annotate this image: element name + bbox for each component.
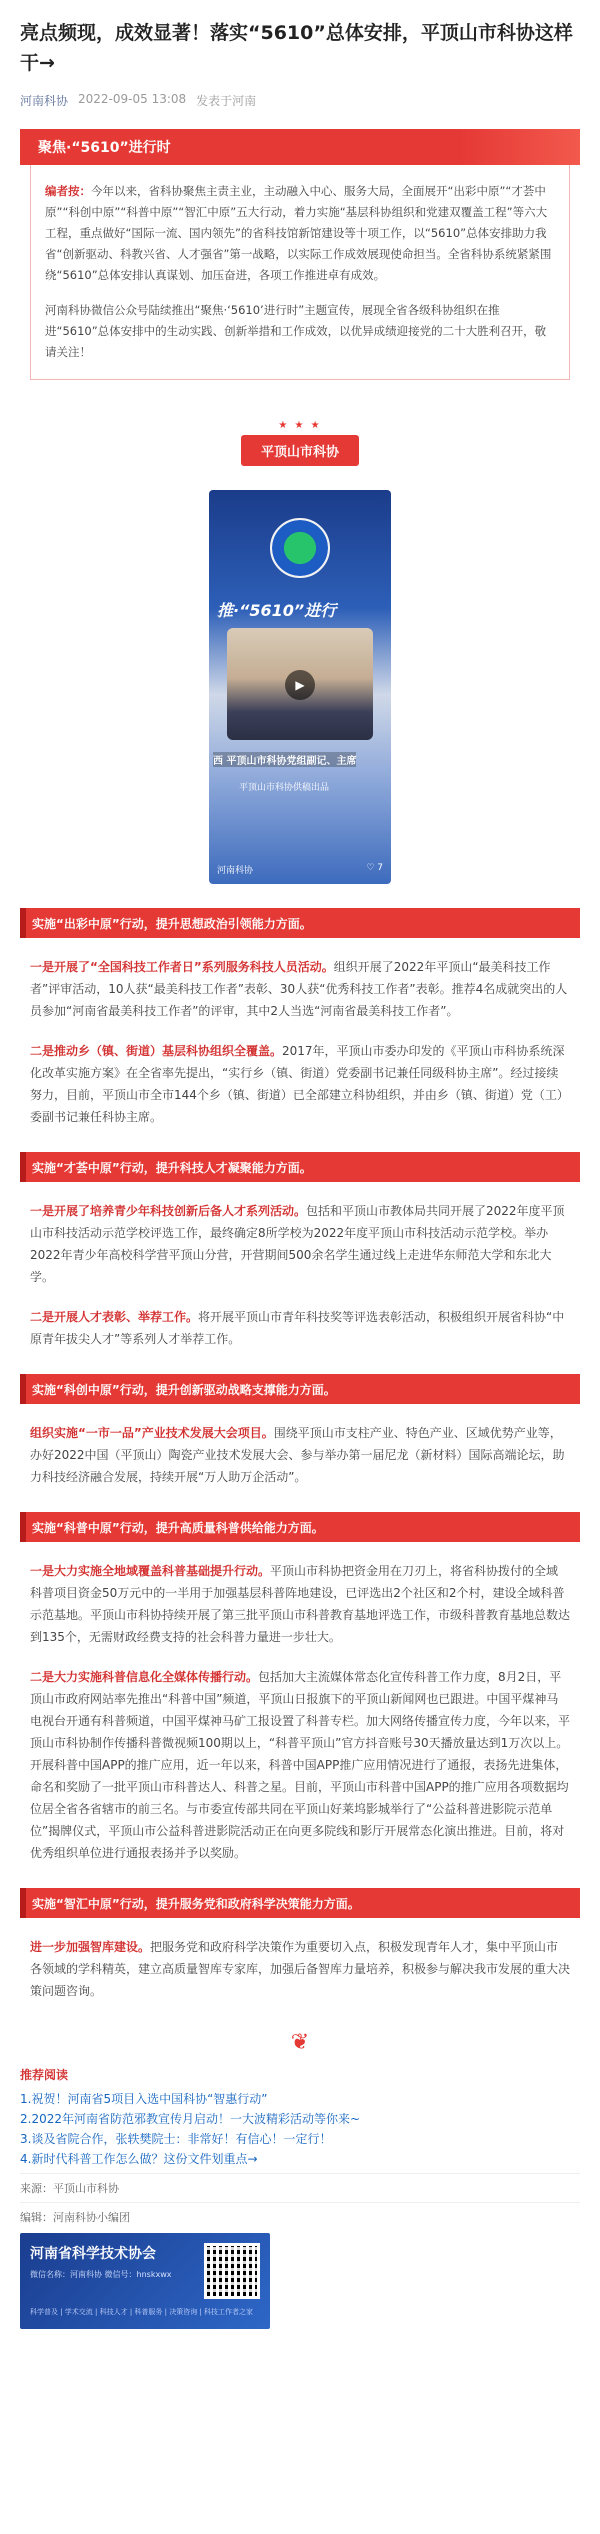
- account-link[interactable]: 河南科协: [20, 94, 69, 108]
- paragraph-body: 包括加大主流媒体常态化宣传科普工作力度，8月2日，平顶山市政府网站率先推出“科普中国”频道，平顶山日报旗下的平顶山新闻网也已跟进。中国平煤神马电视台开通有科普频道，中国平煤神马矿工报设置了科普专栏。加大网络传播宣传力度，今年以来，平顶山市科协制作传播科普微视频100期以上，“科普平顶山”官方抖音账号30天播放量达到1万次以上。开展科普中国APP的推广应用，近一年以来，科普中国APP推广应用情况进行了通报，表扬先进集体，命名和奖励了一批平顶山市科普达人、科普之星。目前，平顶山市科普中国APP的推广应用各项数据均位居全省各省辖市的前三名。与市委宣传部共同在平顶山好莱坞影城举行了“公益科普进影院示范单位”揭牌仪式，平顶山市公益科普进影院活动正在向更多院线和影厅开展常态化演出推进。目前，将对优秀组织单位进行通报表扬并予以奖励。: [30, 1670, 571, 1860]
- paragraph-lead: 一是大力实施全地域覆盖科普基础提升行动。: [30, 1564, 271, 1578]
- focus-banner: 聚焦·“5610”进行时: [20, 129, 580, 165]
- section-heading: [20, 1374, 580, 1404]
- paragraph-body: 将开展平顶山市青年科技奖等评选表彰活动，积极组织开展省科协“中原青年拔尖人才”等系列人才举荐工作。: [30, 1310, 565, 1346]
- video-subcaption: 平顶山市科协供稿出品: [239, 783, 330, 793]
- section-badge: 平顶山市科协: [241, 435, 359, 466]
- paragraph-lead: 组织实施“一市一品”产业技术发展大会项目。: [30, 1426, 274, 1440]
- paragraph-body: 平顶山市科协把资金用在刀刃上，将省科协拨付的全域科普项目资金50万元中的一半用于加强基层科普阵地建设，已评选出2个社区和2个村，建设全域科普示范基地。平顶山市科协持续开展了第三批平顶山市科普教育基地评选工作，市级科普教育基地总数达到135个，无需财政经费支持的社会科普力量进一步壮大。: [30, 1564, 571, 1644]
- article-title: 亮点频现，成效显著！落实“5610”总体安排，平顶山市科协这样干→: [20, 22, 573, 74]
- section-heading-text: 实施“才荟中原”行动，提升科技人才凝聚能力方面。: [32, 1160, 312, 1175]
- section-paragraph: [20, 1666, 580, 1864]
- editor-note-lead: 编者按：: [45, 184, 91, 198]
- video-footer: [217, 863, 383, 876]
- paragraph-body: 包括和平顶山市教体局共同开展了2022年度平顶山市科技活动示范学校评选工作，最终确定8所学校为2022年度平顶山市科技活动示范学校。举办2022年青少年高校科学营平顶山分营，开营期间500余名学生通过线上走进华东师范大学和东北大学。: [30, 1204, 565, 1284]
- card-org-name: 河南省科学技术协会: [30, 2246, 156, 2262]
- article-meta: [20, 92, 580, 109]
- stars-icon: ★ ★ ★: [278, 420, 322, 431]
- paragraph-lead: 一是开展了培养青少年科技创新后备人才系列活动。: [30, 1204, 307, 1218]
- section-paragraph: [20, 1200, 580, 1288]
- recommended-link-3[interactable]: 3.谈及省院合作，张轶樊院士：非常好！有信心！一定行！: [20, 2132, 332, 2146]
- paragraph-lead: 二是开展人才表彰、举荐工作。: [30, 1310, 199, 1324]
- recommended-link-1[interactable]: 1.祝贺！河南省5项目入选中国科协“智惠行动”: [20, 2092, 268, 2106]
- paragraph-lead: 一是开展了“全国科技工作者日”系列服务科技人员活动。: [30, 960, 334, 974]
- section-paragraph: [20, 1936, 580, 2002]
- section-heading-text: 实施“出彩中原”行动，提升思想政治引领能力方面。: [32, 916, 312, 931]
- section-heading-text: 实施“科创中原”行动，提升创新驱动战略支撑能力方面。: [32, 1382, 336, 1397]
- video-likes[interactable]: ♡ 7: [366, 863, 383, 873]
- recommended-title: 推荐阅读: [20, 2068, 69, 2082]
- section-paragraph: [20, 1040, 580, 1128]
- section-paragraph: [20, 956, 580, 1022]
- editor-note: [30, 165, 570, 380]
- paragraph-body: 把服务党和政府科学决策作为重要切入点，积极发现青年人才，集中平顶山市各领域的学科精英，建立高质量智库专家库，加强后备智库力量培养，积极参与解决我市发展的重大决策问题咨询。: [30, 1940, 571, 1998]
- section-heading: [20, 1512, 580, 1542]
- section-heading: [20, 908, 580, 938]
- association-emblem-icon: [270, 518, 330, 578]
- card-account-line: 微信名称：河南科协 微信号：hnskxwx: [30, 2270, 172, 2279]
- play-icon[interactable]: ▶: [285, 670, 315, 700]
- section-heading-text: 实施“智汇中原”行动，提升服务党和政府科学决策能力方面。: [32, 1896, 360, 1911]
- publish-location: 发表于河南: [196, 94, 257, 108]
- section-badge-wrap: [20, 420, 580, 466]
- video-slogan: 推·“5610”进行: [217, 601, 337, 620]
- paragraph-body: 组织开展了2022年平顶山“最美科技工作者”评审活动，10人获“最美科技工作者”表彰、30人获“优秀科技工作者”表彰。推荐4名成就突出的人员参加“河南省最美科技工作者”的评审，其中2人当选“河南省最美科技工作者”。: [30, 960, 568, 1018]
- article-sections: [20, 908, 580, 2002]
- video-source: 河南科协: [217, 866, 254, 876]
- section-heading-text: 实施“科普中原”行动，提升高质量科普供给能力方面。: [32, 1520, 324, 1535]
- source-line: 来源：平顶山市科协: [20, 2173, 580, 2196]
- section-paragraph: [20, 1422, 580, 1488]
- section-heading: [20, 1888, 580, 1918]
- publish-date: 2022-09-05 13:08: [78, 92, 187, 106]
- paragraph-lead: 进一步加强智库建设。: [30, 1940, 151, 1954]
- card-tags: 科学普及 | 学术交流 | 科技人才 | 科普服务 | 决策咨询 | 科技工作者之家: [30, 2308, 254, 2316]
- editor-note-p1-text: 今年以来，省科协聚焦主责主业，主动融入中心、服务大局，全面展开“出彩中原”“才荟中原”“科创中原”“科普中原”“智汇中原”五大行动，着力实施“基层科协组织和党建双覆盖工程”等六大工程，重点做好“国际一流、国内领先”的省科技馆新馆建设等十项工作，以“5610”总体安排助力我省“创新驱动、科教兴省、人才强省”第一战略，以实际工作成效展现使命担当。全省科协系统紧紧围绕“5610”总体安排认真谋划、加压奋进，各项工作推进卓有成效。: [45, 184, 552, 282]
- editor-note-p2: 河南科协微信公众号陆续推出“聚焦·‘5610’进行时”主题宣传，展现全省各级科协组织在推进“5610”总体安排中的生动实践、创新举措和工作成效，以优异成绩迎接党的二十大胜利召开，敬请关注！: [45, 303, 547, 359]
- video-player[interactable]: [209, 490, 391, 884]
- section-paragraph: [20, 1306, 580, 1350]
- recommended-reading: [20, 2065, 580, 2169]
- paragraph-body: 2017年，平顶山市委办印发的《平顶山市科协系统深化改革实施方案》在全省率先提出，“实行乡（镇、街道）党委副书记兼任同级科协主席”。经过接续努力，目前，平顶山市全市144个乡（镇、街道）已全部建立科协组织，并由乡（镇、街道）党（工）委副书记兼任科协主席。: [30, 1044, 569, 1124]
- video-caption: 西 平顶山市科协党组副记、主席: [213, 752, 356, 767]
- editor-line: 编辑：河南科协小编团: [20, 2202, 580, 2225]
- paragraph-lead: 二是大力实施科普信息化全媒体传播行动。: [30, 1670, 259, 1684]
- paragraph-lead: 二是推动乡（镇、街道）基层科协组织全覆盖。: [30, 1044, 283, 1058]
- editor-note-p1: [45, 181, 555, 286]
- paragraph-body: 围绕平顶山市支柱产业、特色产业、区域优势产业等，办好2022中国（平顶山）陶瓷产业技术发展大会、参与举办第一届尼龙（新材料）国际高端论坛，助力科技经济融合发展，持续开展“万人助万企活动”。: [30, 1426, 565, 1484]
- section-paragraph: [20, 1560, 580, 1648]
- recommended-link-2[interactable]: 2.2022年河南省防范邪教宣传月启动！一大波精彩活动等你来~: [20, 2112, 361, 2126]
- account-card: [20, 2233, 270, 2329]
- like-count: 7: [377, 863, 383, 873]
- recommended-link-4[interactable]: 4.新时代科普工作怎么做？这份文件划重点→: [20, 2152, 258, 2166]
- end-mark-icon: ❦: [290, 2030, 310, 2055]
- section-heading: [20, 1152, 580, 1182]
- qr-code-pattern: [204, 2243, 260, 2299]
